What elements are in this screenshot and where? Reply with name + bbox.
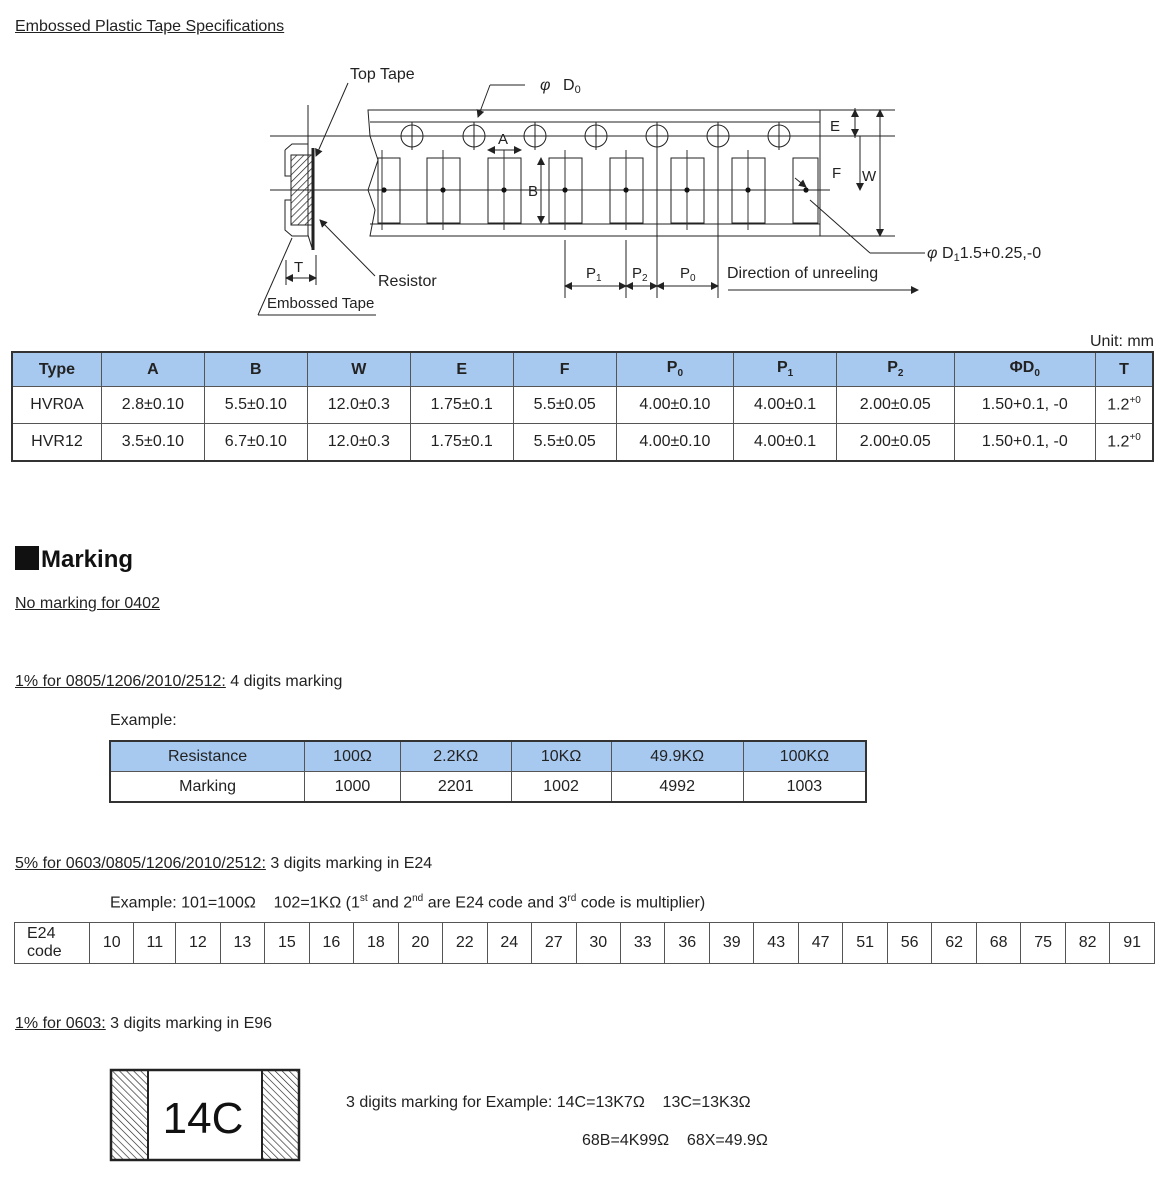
table-cell: 24 xyxy=(487,923,531,964)
e96-example-1: 3 digits marking for Example: 14C=13K7Ω 13C=13K3Ω xyxy=(346,1094,751,1111)
spec-header: A xyxy=(101,352,204,387)
table-cell: 47 xyxy=(798,923,842,964)
spec-header-row xyxy=(12,352,1153,387)
spec-table xyxy=(11,351,1154,462)
table-cell: 22 xyxy=(443,923,487,964)
table-cell: 15 xyxy=(265,923,309,964)
label-d0: D0 xyxy=(563,77,581,96)
spec-header: $\Phi D_0$ xyxy=(954,352,1096,387)
table-cell: 68 xyxy=(976,923,1020,964)
table-cell: 10 xyxy=(90,923,134,964)
table-cell: 43 xyxy=(754,923,798,964)
label-p0: $P_0$ xyxy=(680,265,696,284)
table-cell: 16 xyxy=(309,923,353,964)
table-cell: 1000 xyxy=(305,772,401,803)
table-row xyxy=(110,741,866,772)
table-cell: 100KΩ xyxy=(743,741,866,772)
table-cell: 39 xyxy=(709,923,753,964)
label-resistor: Resistor xyxy=(378,273,437,290)
table-cell: 4.00±0.10 xyxy=(616,387,733,424)
table-cell: 62 xyxy=(932,923,976,964)
table-cell: 27 xyxy=(532,923,576,964)
phi-d1-symbol: φ xyxy=(927,245,938,262)
table-cell: $1.2^{+0}$ xyxy=(1096,424,1153,462)
table-row xyxy=(12,424,1153,462)
label-direction: Direction of unreeling xyxy=(727,265,879,282)
table-cell: 2.8±0.10 xyxy=(101,387,204,424)
chip-resistor-illustration xyxy=(109,1068,301,1164)
spec-header: W xyxy=(307,352,410,387)
table-cell: 20 xyxy=(398,923,442,964)
label-p2: $P_2$ xyxy=(632,265,648,284)
table-cell: 3.5±0.10 xyxy=(101,424,204,462)
table-cell: 2.2KΩ xyxy=(400,741,511,772)
spec-header: E xyxy=(410,352,513,387)
table-cell: 91 xyxy=(1110,923,1155,964)
spec-header: $P_1$ xyxy=(734,352,837,387)
table-cell: 4.00±0.10 xyxy=(616,424,733,462)
e96-example-2: 68B=4K99Ω 68X=49.9Ω xyxy=(582,1132,768,1149)
table-cell: HVR12 xyxy=(12,424,101,462)
table-cell: 5.5±0.05 xyxy=(513,387,616,424)
table-cell: 1.75±0.1 xyxy=(410,424,513,462)
unit-label: Unit: mm xyxy=(1090,333,1154,350)
label-b-dim: B xyxy=(528,183,539,200)
table-cell: 1002 xyxy=(511,772,611,803)
table-cell: Marking xyxy=(110,772,305,803)
table-cell: 51 xyxy=(843,923,887,964)
table-cell: 1.50+0.1, -0 xyxy=(954,424,1096,462)
table-cell: Resistance xyxy=(110,741,305,772)
table-cell: 4992 xyxy=(611,772,743,803)
table-cell: 49.9KΩ xyxy=(611,741,743,772)
table-cell: 1003 xyxy=(743,772,866,803)
no-marking-note: No marking for 0402 xyxy=(15,595,160,612)
label-f-dim: F xyxy=(832,165,842,182)
table-cell: 6.7±0.10 xyxy=(204,424,307,462)
label-top-tape: Top Tape xyxy=(350,66,415,83)
spec-header: Type xyxy=(12,352,101,387)
table-cell: 10KΩ xyxy=(511,741,611,772)
table-cell: 1.75±0.1 xyxy=(410,387,513,424)
table-cell: 18 xyxy=(354,923,398,964)
label-w-dim: W xyxy=(862,168,877,185)
spec-header: $P_0$ xyxy=(616,352,733,387)
e24-table xyxy=(14,922,1155,964)
table-cell: 2.00±0.05 xyxy=(837,424,954,462)
table-cell: 12.0±0.3 xyxy=(307,387,410,424)
one-pct-line: 1% for 0805/1206/2010/2512: 4 digits marking xyxy=(15,673,343,690)
table-cell: 12 xyxy=(176,923,220,964)
e24-code-label: E24 code xyxy=(15,923,90,964)
e96-line: 1% for 0603: 3 digits marking in E96 xyxy=(15,1015,273,1032)
table-cell: 56 xyxy=(887,923,931,964)
label-d1: D11.5+0.25,-0 xyxy=(942,245,1042,264)
table-cell: 4.00±0.1 xyxy=(734,387,837,424)
label-embossed-tape: Embossed Tape xyxy=(267,295,375,312)
table-row xyxy=(110,772,866,803)
phi-d0-symbol: φ xyxy=(540,77,551,94)
table-row xyxy=(12,387,1153,424)
table-cell: 2201 xyxy=(400,772,511,803)
table-cell: 12.0±0.3 xyxy=(307,424,410,462)
example-table xyxy=(109,740,867,803)
spec-header: $P_2$ xyxy=(837,352,954,387)
table-cell: 11 xyxy=(134,923,176,964)
five-pct-line: 5% for 0603/0805/1206/2010/2512: 3 digits marking in E24 xyxy=(15,855,433,872)
spec-header: B xyxy=(204,352,307,387)
table-cell: 100Ω xyxy=(305,741,401,772)
label-t-dim: T xyxy=(294,259,304,276)
spec-header: T xyxy=(1096,352,1153,387)
e24-example-text: Example: 101=100Ω 102=1KΩ (1st and 2nd are E24 code and 3rd code is multiplier) xyxy=(110,893,706,912)
table-cell: HVR0A xyxy=(12,387,101,424)
table-cell: 4.00±0.1 xyxy=(734,424,837,462)
square-bullet-icon xyxy=(15,546,39,570)
spec-header: F xyxy=(513,352,616,387)
label-p1: $P_1$ xyxy=(586,265,602,284)
table-cell: 13 xyxy=(220,923,264,964)
table-cell: 33 xyxy=(621,923,665,964)
tape-diagram xyxy=(250,60,1060,320)
example-label: Example: xyxy=(110,712,177,729)
label-a-dim: A xyxy=(498,131,509,148)
table-cell: 82 xyxy=(1065,923,1109,964)
chip-marking-text: 14C xyxy=(162,1094,244,1143)
table-cell: 5.5±0.05 xyxy=(513,424,616,462)
marking-heading: Marking xyxy=(15,546,133,574)
table-row xyxy=(15,923,1155,964)
table-cell: 2.00±0.05 xyxy=(837,387,954,424)
table-cell: 75 xyxy=(1021,923,1065,964)
table-cell: 1.50+0.1, -0 xyxy=(954,387,1096,424)
table-cell: 36 xyxy=(665,923,709,964)
table-cell: $1.2^{+0}$ xyxy=(1096,387,1153,424)
label-e-dim: E xyxy=(830,118,841,135)
tape-spec-title: Embossed Plastic Tape Specifications xyxy=(15,18,285,35)
table-cell: 5.5±0.10 xyxy=(204,387,307,424)
table-cell: 30 xyxy=(576,923,620,964)
